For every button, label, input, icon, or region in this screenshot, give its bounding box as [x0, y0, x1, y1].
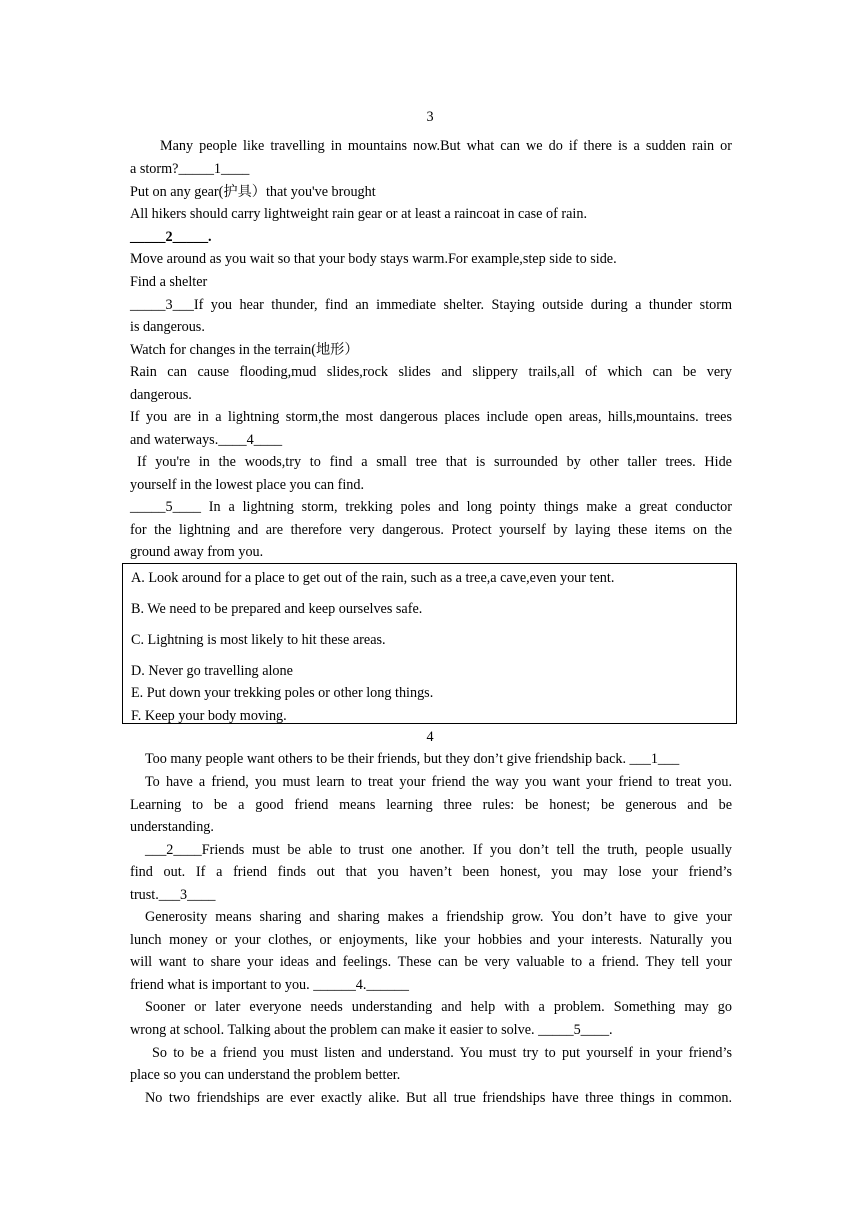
passage4-line: Sooner or later everyone needs understanding and help with a problem. Something may go [145, 999, 732, 1015]
option-d: D. Never go travelling alone [131, 663, 293, 679]
passage3-line: is dangerous. [130, 319, 205, 335]
passage3-line: dangerous. [130, 387, 192, 403]
passage4-line: will want to share your ideas and feelings. These can be very valuable to a friend. They tell your [130, 954, 732, 970]
passage3-line: Many people like travelling in mountains now.But what can we do if there is a sudden rain or [160, 138, 732, 154]
passage4-line: understanding. [130, 819, 214, 835]
passage3-heading: Put on any gear(护具）that you've brought [130, 184, 376, 200]
option-c: C. Lightning is most likely to hit these areas. [131, 632, 386, 648]
passage3-line: Rain can cause flooding,mud slides,rock slides and slippery trails,all of which can be very [130, 364, 732, 380]
passage3-line: for the lightning and are therefore very dangerous. Protect yourself by laying these items on the [130, 522, 732, 538]
passage4-line: No two friendships are ever exactly alike. But all true friendships have three things in common. [145, 1090, 732, 1106]
passage3-line: a storm?_____1____ [130, 161, 250, 177]
passage-number-3: 3 [426, 109, 434, 125]
passage3-heading: Watch for changes in the terrain(地形） [130, 342, 359, 358]
passage3-line: All hikers should carry lightweight rain gear or at least a raincoat in case of rain. [130, 206, 587, 222]
passage4-line: friend what is important to you. ______4.______ [130, 977, 409, 993]
passage4-line: Learning to be a good friend means learning three rules: be honest; be generous and be [130, 797, 732, 813]
passage3-line: yourself in the lowest place you can find. [130, 477, 365, 493]
option-f: F. Keep your body moving. [131, 708, 287, 724]
passage4-line: find out. If a friend finds out that you haven’t been honest, you may lose your friend’s [130, 864, 732, 880]
passage4-line: trust.___3____ [130, 887, 216, 903]
passage4-line: To have a friend, you must learn to treat your friend the way you want your friend to treat you. [145, 774, 732, 790]
passage4-line: wrong at school. Talking about the problem can make it easier to solve. _____5____. [130, 1022, 613, 1038]
passage3-line: If you are in a lightning storm,the most dangerous places include open areas, hills,mountains. trees [130, 409, 732, 425]
passage4-line: Too many people want others to be their friends, but they don’t give friendship back. ___1___ [145, 751, 680, 767]
option-b: B. We need to be prepared and keep ourselves safe. [131, 601, 423, 617]
passage3-heading-blank: _____2_____. [130, 229, 212, 245]
option-a: A. Look around for a place to get out of the rain, such as a tree,a cave,even your tent. [131, 570, 615, 586]
option-e: E. Put down your trekking poles or other long things. [131, 685, 434, 701]
passage-number-4: 4 [426, 729, 434, 745]
passage3-line: and waterways.____4____ [130, 432, 283, 448]
passage4-line: Generosity means sharing and sharing makes a friendship grow. You don’t have to give your [145, 909, 732, 925]
passage4-line: lunch money or your clothes, or enjoyments, like your hobbies and your interests. Naturally you [130, 932, 732, 948]
passage3-line: Move around as you wait so that your body stays warm.For example,step side to side. [130, 251, 617, 267]
passage3-line: _____3___If you hear thunder, find an immediate shelter. Staying outside during a thunder storm [130, 297, 732, 313]
passage4-line: So to be a friend you must listen and understand. You must try to put yourself in your friend’s [152, 1045, 732, 1061]
passage3-line: _____5____ In a lightning storm, trekking poles and long pointy things make a great conductor [130, 499, 732, 515]
passage3-line: ground away from you. [130, 544, 264, 560]
passage3-line: If you're in the woods,try to find a small tree that is surrounded by other taller trees. Hide [137, 454, 732, 470]
passage3-heading: Find a shelter [130, 274, 208, 290]
passage4-line: ___2____Friends must be able to trust one another. If you don’t tell the truth, people usually [145, 842, 732, 858]
options-box [122, 563, 737, 724]
passage4-line: place so you can understand the problem better. [130, 1067, 401, 1083]
